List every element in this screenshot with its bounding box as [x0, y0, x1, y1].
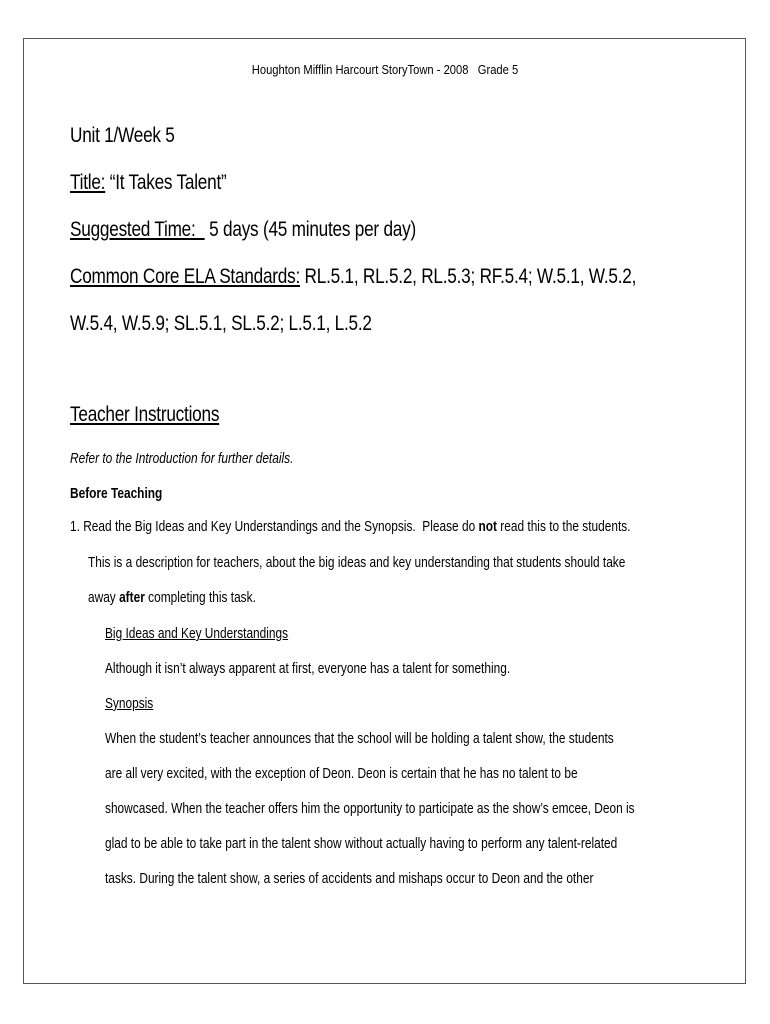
- synopsis-heading: [105, 696, 153, 712]
- title-label: Title:: [70, 171, 106, 194]
- teacher-instructions-heading: [70, 403, 219, 427]
- header-publisher: Houghton Mifflin Harcourt StoryTown - 2008: [251, 62, 469, 77]
- item-1-number: 1.: [70, 519, 80, 535]
- synopsis-line: [105, 766, 578, 782]
- synopsis-line-text: glad to be able to take part in the talent show without actually having to perform any talent-related: [105, 836, 618, 852]
- synopsis-line: [105, 871, 593, 887]
- teacher-instructions-heading-text: Teacher Instructions: [70, 403, 220, 426]
- synopsis-line: [105, 731, 614, 747]
- synopsis-heading-text: Synopsis: [105, 696, 154, 712]
- synopsis-line: [105, 836, 617, 852]
- suggested-time-label: Suggested Time:: [70, 218, 205, 241]
- standards-value-1: RL.5.1, RL.5.2, RL.5.3; RF.5.4; W.5.1, W.5.2,: [300, 265, 637, 288]
- big-ideas-body: Although it isn’t always apparent at first, everyone has a talent for something.: [105, 661, 511, 677]
- title-value: “It Takes Talent”: [105, 171, 227, 194]
- unit-week: [70, 124, 175, 148]
- synopsis-line-text: tasks. During the talent show, a series of accidents and mishaps occur to Deon and the other: [105, 871, 594, 887]
- standards-value-2: W.5.4, W.5.9; SL.5.1, SL.5.2; L.5.1, L.5.2: [70, 312, 372, 335]
- synopsis-line: [105, 801, 635, 817]
- suggested-time-value: 5 days (45 minutes per day): [204, 218, 416, 241]
- big-ideas-heading-text: Big Ideas and Key Understandings: [105, 626, 289, 642]
- item-1-line-3: [88, 590, 256, 606]
- before-teaching-text: Before Teaching: [70, 486, 163, 502]
- refer-note: [70, 451, 293, 467]
- item-1-line-3-a: away: [88, 590, 120, 606]
- big-ideas-heading: [105, 626, 288, 642]
- title-line: [70, 171, 226, 195]
- item-1-text-a: Read the Big Ideas and Key Understandings and the Synopsis. Please do: [83, 519, 479, 535]
- suggested-time-line: [70, 218, 416, 242]
- item-1-bold-not: not: [478, 519, 497, 535]
- item-1-line-2: [88, 555, 625, 571]
- header-grade: Grade 5: [477, 62, 519, 77]
- item-1-line-3-b: completing this task.: [144, 590, 256, 606]
- synopsis-line-text: When the student’s teacher announces that the school will be holding a talent show, the students: [105, 731, 614, 747]
- item-1-text-b: read this to the students.: [496, 519, 631, 535]
- synopsis-line-text: are all very excited, with the exception of Deon. Deon is certain that he has no talent to be: [105, 766, 578, 782]
- before-teaching-heading: [70, 486, 162, 502]
- item-1-bold-after: after: [119, 590, 145, 606]
- standards-line-2: [70, 312, 372, 336]
- refer-note-text: Refer to the Introduction for further details.: [70, 451, 294, 467]
- item-1-line-2-text: This is a description for teachers, about the big ideas and key understanding that students should take: [88, 555, 626, 571]
- unit-text: Unit 1/Week 5: [70, 124, 175, 147]
- page-header: [54, 62, 716, 77]
- item-1-line-1: [70, 519, 631, 535]
- standards-line-1: [70, 265, 636, 289]
- big-ideas-text: [105, 661, 510, 677]
- standards-label: Common Core ELA Standards:: [70, 265, 301, 288]
- synopsis-line-text: showcased. When the teacher offers him the opportunity to participate as the show’s emcee, Deon is: [105, 801, 635, 817]
